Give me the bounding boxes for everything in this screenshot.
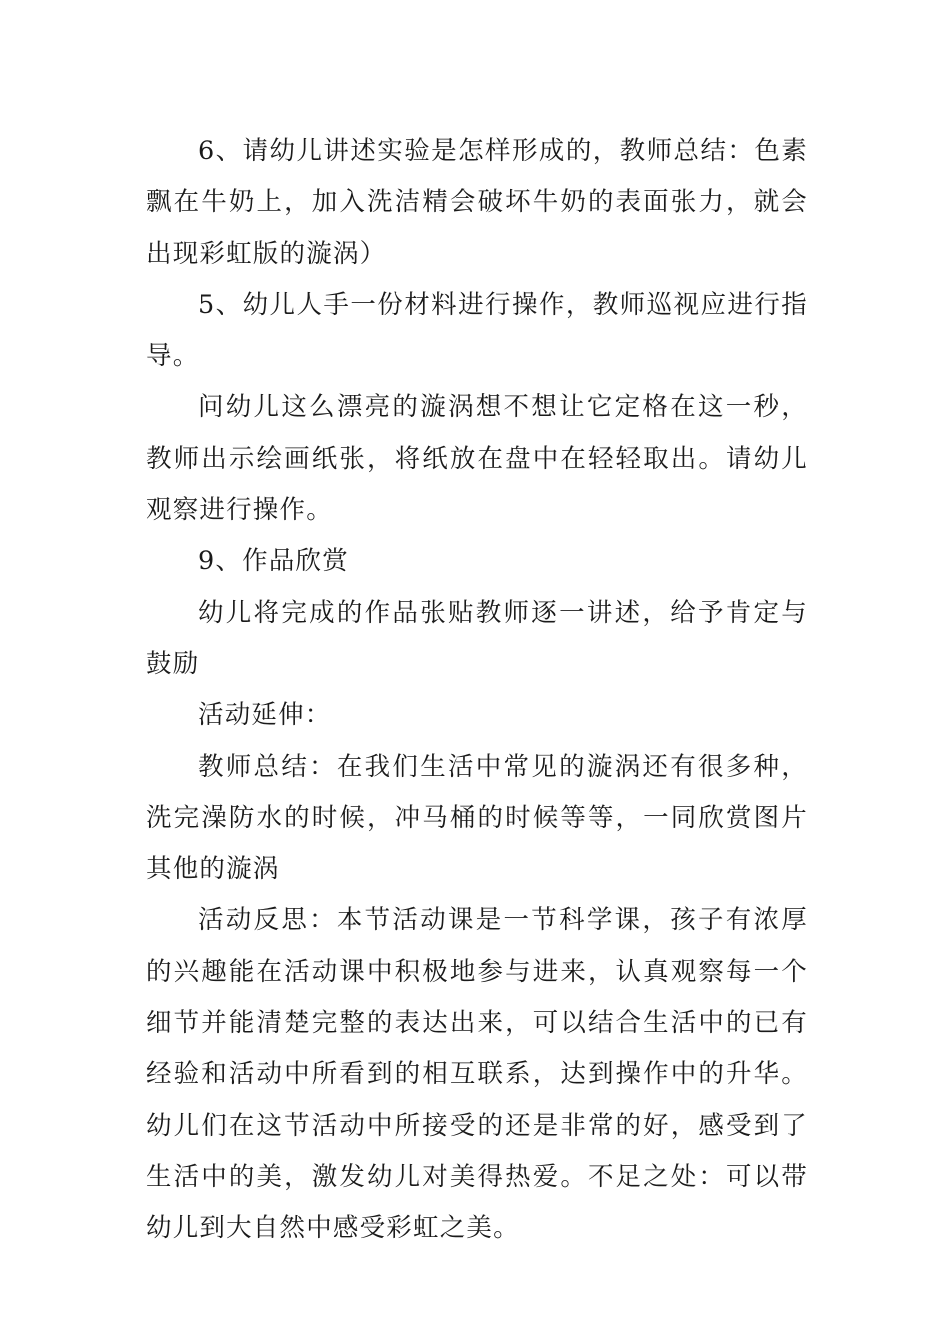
paragraph-step-9: 9、作品欣赏	[198, 546, 349, 577]
paragraph-reflection: 活动反思：本节活动课是一节科学课，孩子有浓厚的兴趣能在活动课中积极地参与进来，认真观察每一个细节并能清楚完整的表达出来，可以结合生活中的已有经验和活动中所看到的相互联系，达到操作中的升华。幼儿们在这节活动中所接受的还是非常的好，感受到了生活中的美，激发幼儿对美得热爱。不足之处：可以带幼儿到大自然中感受彩虹之美。	[146, 905, 808, 1244]
document-page	[146, 126, 808, 1255]
paragraph-step-6: 6、请幼儿讲述实验是怎样形成的，教师总结：色素飘在牛奶上，加入洗洁精会破坏牛奶的表面张力，就会出现彩虹版的漩涡）	[146, 136, 808, 269]
paragraph-extension-heading: 活动延伸：	[198, 700, 332, 731]
paragraph-display: 幼儿将完成的作品张贴教师逐一讲述，给予肯定与鼓励	[146, 597, 808, 679]
paragraph-teacher-summary: 教师总结：在我们生活中常见的漩涡还有很多种，洗完澡防水的时候，冲马桶的时候等等，一同欣赏图片其他的漩涡	[146, 751, 808, 885]
paragraph-question: 问幼儿这么漂亮的漩涡想不想让它定格在这一秒，教师出示绘画纸张，将纸放在盘中在轻轻取出。请幼儿观察进行操作。	[146, 392, 808, 526]
paragraph-step-5: 5、幼儿人手一份材料进行操作，教师巡视应进行指导。	[146, 289, 808, 372]
